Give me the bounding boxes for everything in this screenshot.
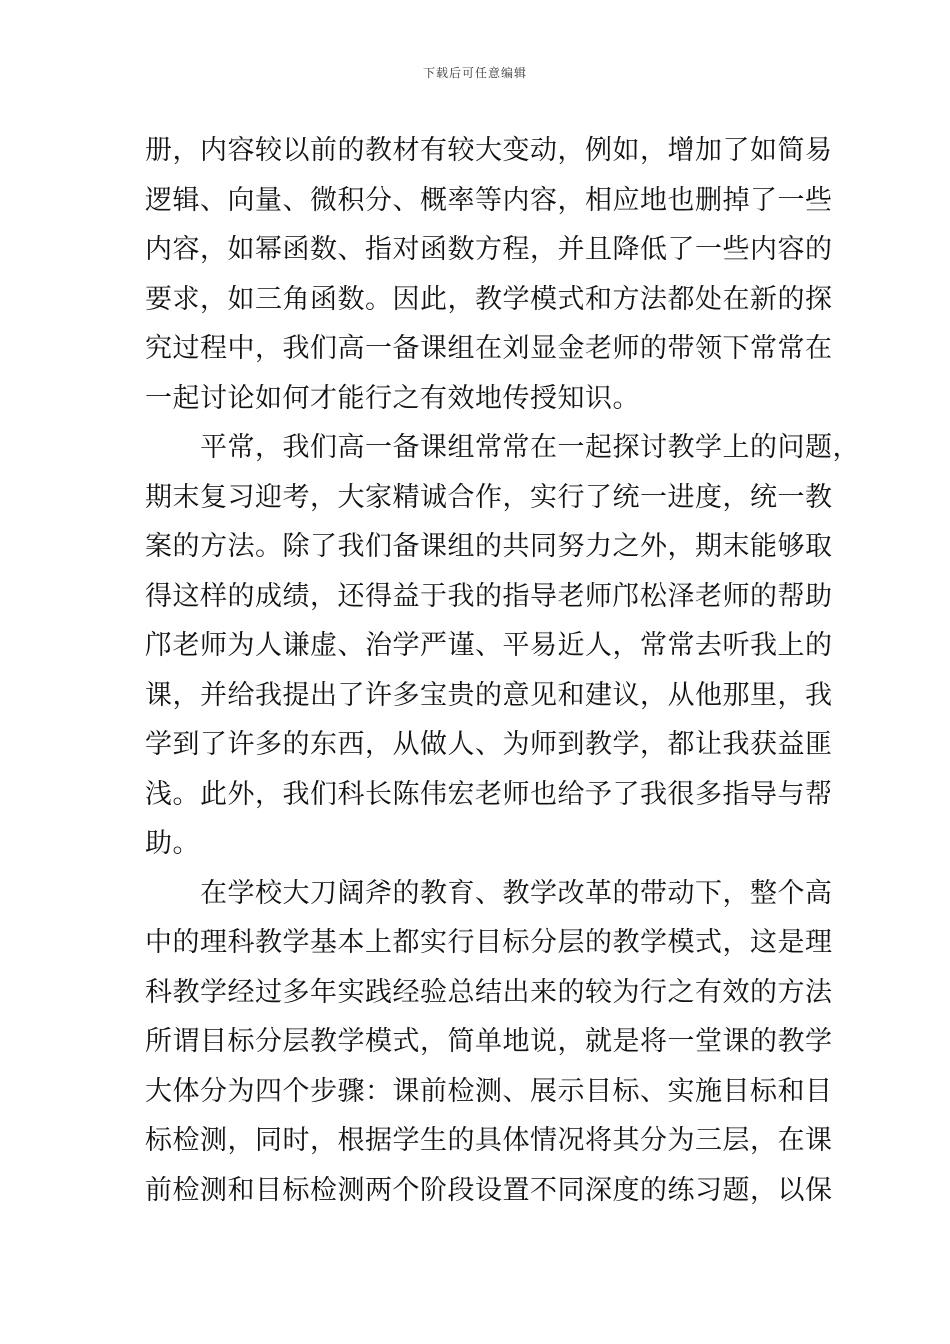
paragraph-2	[145, 423, 860, 869]
text-line: 所谓目标分层教学模式，简单地说，就是将一堂课的教学	[145, 1026, 833, 1057]
text-line: 邝老师为人谦虚、治学严谨、平易近人，常常去听我上的	[145, 630, 833, 661]
text-line: 中的理科教学基本上都实行目标分层的教学模式，这是理	[145, 927, 833, 958]
text-line: 大体分为四个步骤：课前检测、展示目标、实施目标和目	[145, 1075, 833, 1107]
text-line: 案的方法。除了我们备课组的共同努力之外，期末能够取	[145, 531, 833, 562]
text-line: 标检测，同时，根据学生的具体情况将其分为三层，在课	[145, 1125, 833, 1156]
paragraph-1	[145, 126, 835, 423]
text-line: 得这样的成绩，还得益于我的指导老师邝松泽老师的帮助	[145, 580, 833, 612]
paragraph-3	[145, 869, 835, 1216]
text-line: 在学校大刀阔斧的教育、教学改革的带动下，整个高	[200, 877, 833, 909]
document-body	[145, 126, 860, 1215]
text-line: 内容，如幂函数、指对函数方程，并且降低了一些内容的	[145, 234, 833, 265]
text-line: 一起讨论如何才能行之有效地传授知识。	[145, 382, 640, 414]
text-line: 究过程中，我们高一备课组在刘显金老师的带领下常常在	[145, 333, 833, 364]
text-line: 期末复习迎考，大家精诚合作，实行了统一进度，统一教	[145, 481, 833, 513]
text-line: 课，并给我提出了许多宝贵的意见和建议，从他那里，我	[145, 679, 833, 711]
text-line: 要求，如三角函数。因此，教学模式和方法都处在新的探	[145, 283, 833, 315]
page-header: 下载后可任意编辑	[422, 66, 527, 80]
text-line: 助。	[145, 828, 200, 859]
text-line: 逻辑、向量、微积分、概率等内容，相应地也删掉了一些	[145, 184, 833, 216]
text-line: 册，内容较以前的教材有较大变动，例如，增加了如简易	[145, 135, 833, 166]
text-line: 科教学经过多年实践经验总结出来的较为行之有效的方法	[145, 976, 833, 1008]
text-line: 学到了许多的东西，从做人、为师到教学，都让我获益匪	[145, 729, 833, 760]
text-line: 前检测和目标检测两个阶段设置不同深度的练习题，以保	[145, 1174, 833, 1206]
text-line: 平常，我们高一备课组常常在一起探讨教学上的问题，	[200, 432, 860, 463]
text-line: 浅。此外，我们科长陈伟宏老师也给予了我很多指导与帮	[145, 778, 833, 810]
